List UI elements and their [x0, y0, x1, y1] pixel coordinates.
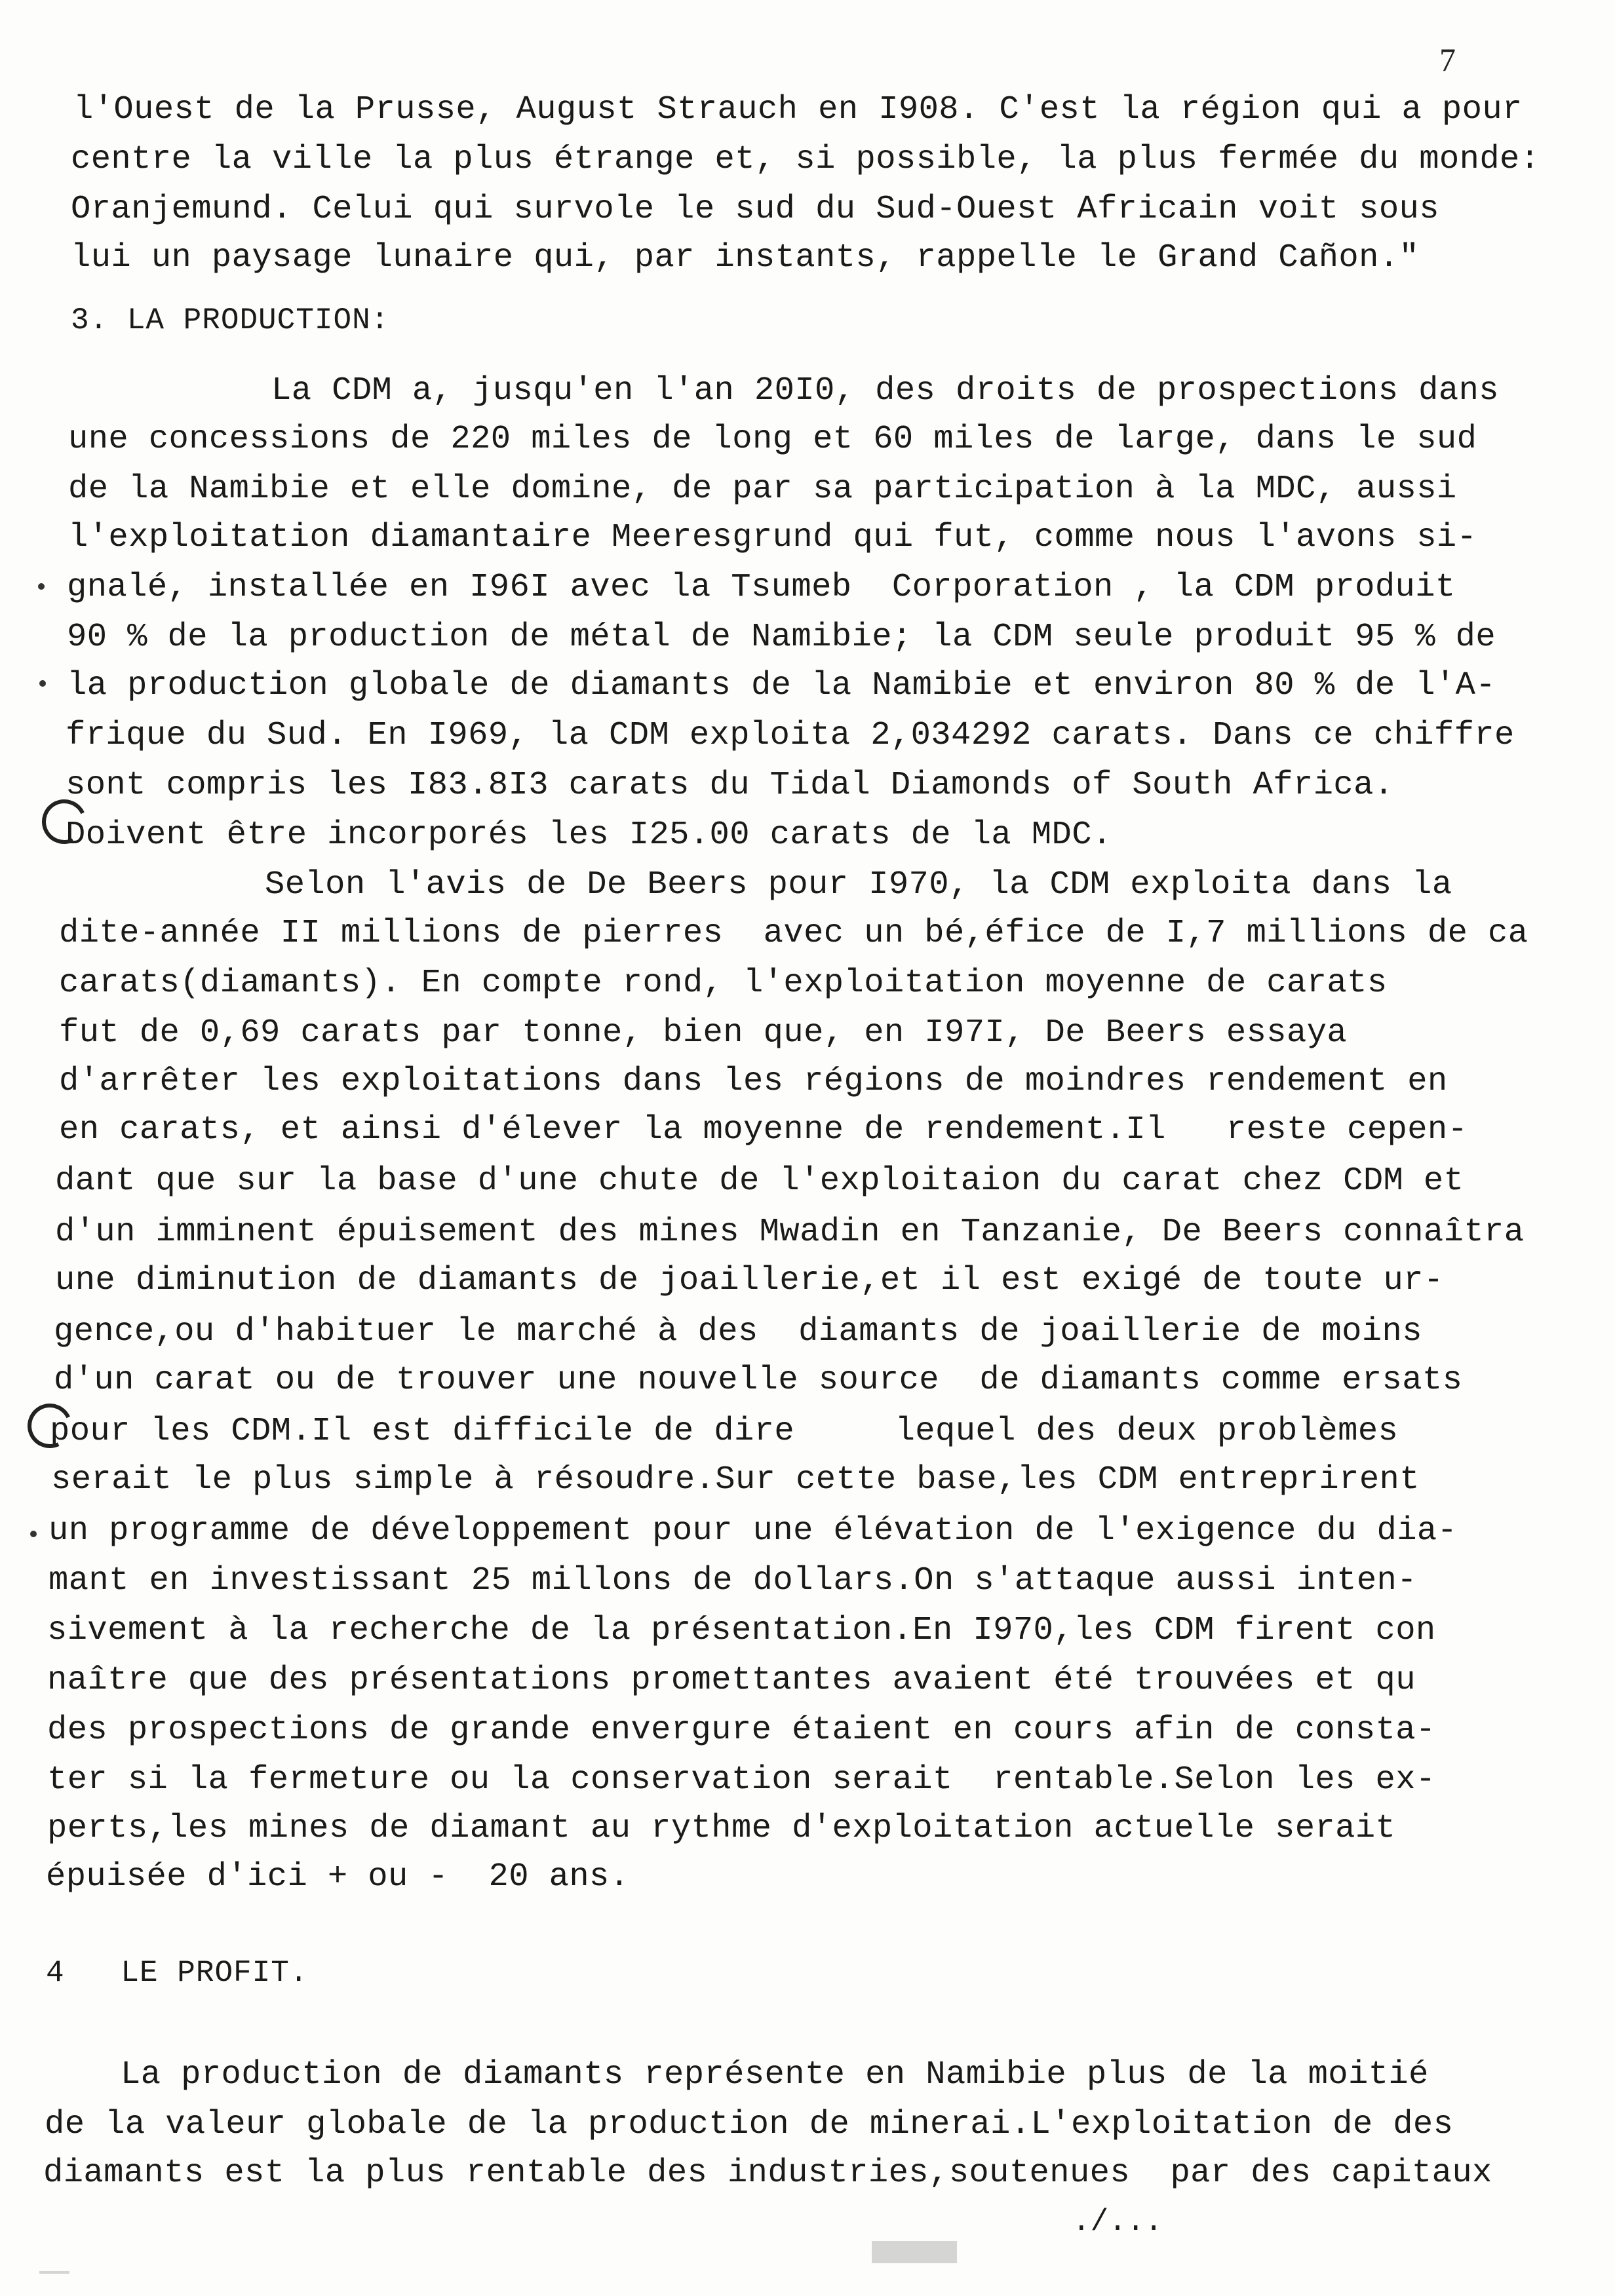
text-line: Selon l'avis de De Beers pour I970, la CDM exploita dans la: [265, 866, 1452, 904]
section-heading: 4 LE PROFIT.: [46, 1956, 309, 1990]
text-line: Doivent être incorporés les I25.00 carats de la MDC.: [66, 816, 1112, 854]
text-line: mant en investissant 25 millons de dollars.On s'attaque aussi inten-: [49, 1562, 1417, 1599]
text-line: une diminution de diamants de joaillerie,et il est exigé de toute ur-: [55, 1262, 1444, 1299]
text-line: l'Ouest de la Prusse, August Strauch en I908. C'est la région qui a pour: [73, 91, 1523, 128]
text-line: épuisée d'ici + ou - 20 ans.: [46, 1858, 630, 1896]
margin-dot: [30, 1531, 37, 1537]
scan-smudge: [39, 2271, 69, 2274]
text-line: Oranjemund. Celui qui survole le sud du Sud-Ouest Africain voit sous: [71, 191, 1439, 228]
text-line: serait le plus simple à résoudre.Sur cette base,les CDM entreprirent: [51, 1461, 1420, 1499]
scan-smudge: [872, 2241, 957, 2263]
continuation-mark: ./...: [1072, 2205, 1163, 2239]
text-line: centre la ville la plus étrange et, si possible, la plus fermée du monde:: [71, 141, 1540, 178]
text-line: de la valeur globale de la production de minerai.L'exploitation de des: [45, 2106, 1454, 2143]
text-line: La production de diamants représente en Namibie plus de la moitié: [121, 2056, 1429, 2094]
text-line: frique du Sud. En I969, la CDM exploita 2,034292 carats. Dans ce chiffre: [66, 717, 1515, 754]
text-line: 90 % de la production de métal de Namibie; la CDM seule produit 95 % de: [67, 619, 1496, 656]
text-line: dant que sur la base d'une chute de l'exploitaion du carat chez CDM et: [55, 1162, 1464, 1200]
text-line: de la Namibie et elle domine, de par sa participation à la MDC, aussi: [68, 470, 1457, 508]
text-line: en carats, et ainsi d'élever la moyenne de rendement.Il reste cepen-: [59, 1111, 1468, 1149]
text-line: d'un carat ou de trouver une nouvelle source de diamants comme ersats: [54, 1362, 1463, 1399]
text-line: une concessions de 220 miles de long et 60 miles de large, dans le sud: [68, 421, 1477, 458]
text-line: carats(diamants). En compte rond, l'exploitation moyenne de carats: [59, 965, 1388, 1002]
section-heading: 3. LA PRODUCTION:: [71, 303, 390, 337]
text-line: sivement à la recherche de la présentation.En I970,les CDM firent con: [47, 1612, 1436, 1649]
margin-dot: [39, 680, 46, 687]
margin-dot: [38, 583, 45, 590]
text-line: perts,les mines de diamant au rythme d'exploitation actuelle serait: [47, 1810, 1396, 1847]
text-line: La CDM a, jusqu'en l'an 20I0, des droits de prospections dans: [271, 372, 1500, 410]
text-line: des prospections de grande envergure étaient en cours afin de consta-: [47, 1712, 1436, 1749]
text-line: diamants est la plus rentable des industries,soutenues par des capitaux: [43, 2154, 1492, 2192]
text-line: gence,ou d'habituer le marché à des diamants de joaillerie de moins: [54, 1313, 1422, 1350]
text-line: l'exploitation diamantaire Meeresgrund qui fut, comme nous l'avons si-: [68, 519, 1477, 556]
text-line: un programme de développement pour une élévation de l'exigence du dia-: [49, 1512, 1458, 1550]
text-line: pour les CDM.Il est difficile de dire lequel des deux problèmes: [50, 1413, 1399, 1450]
text-line: lui un paysage lunaire qui, par instants, rappelle le Grand Cañon.": [71, 239, 1420, 277]
text-line: sont compris les I83.8I3 carats du Tidal Diamonds of South Africa.: [66, 767, 1394, 804]
page-number: 7: [1439, 41, 1456, 78]
text-line: naître que des présentations promettantes avaient été trouvées et qu: [47, 1662, 1416, 1699]
text-line: gnalé, installée en I96I avec la Tsumeb Corporation , la CDM produit: [67, 569, 1456, 606]
text-line: dite-année II millions de pierres avec un bé,éfice de I,7 millions de ca: [59, 915, 1528, 952]
text-line: d'arrêter les exploitations dans les régions de moindres rendement en: [59, 1063, 1448, 1100]
text-line: d'un imminent épuisement des mines Mwadin en Tanzanie, De Beers connaîtra: [55, 1214, 1525, 1251]
text-line: ter si la fermeture ou la conservation serait rentable.Selon les ex-: [47, 1761, 1436, 1799]
text-line: fut de 0,69 carats par tonne, bien que, en I97I, De Beers essaya: [59, 1014, 1348, 1052]
text-line: la production globale de diamants de la Namibie et environ 80 % de l'A-: [67, 667, 1496, 704]
